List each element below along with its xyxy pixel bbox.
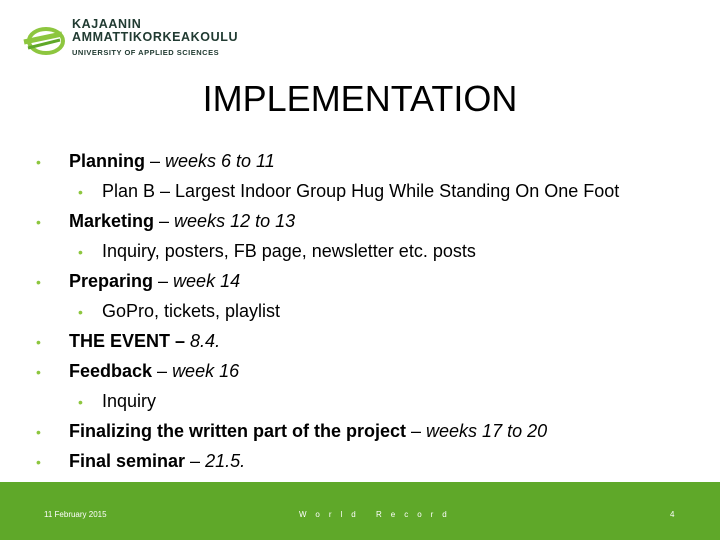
slide-title [0,78,720,120]
bullet-icon: • [36,424,41,440]
logo-line-1: KAJAANIN [72,17,142,31]
item-detail: week 14 [173,271,241,291]
list-item [36,360,239,383]
item-detail: weeks 12 to 13 [174,211,296,231]
item-label: THE EVENT – [69,331,186,351]
logo-line-3: UNIVERSITY OF APPLIED SCIENCES [72,48,220,57]
bullet-icon: • [36,454,41,470]
sub-list-item [78,240,476,263]
sub-item-text: Inquiry [102,391,157,411]
item-label: Marketing [69,211,155,231]
item-detail: weeks 6 to 11 [165,151,275,171]
item-sep: – [406,421,427,441]
item-label: Preparing [69,271,154,291]
bullet-icon: • [78,304,83,320]
item-detail: week 16 [172,361,240,381]
sub-list-item [78,180,619,203]
slide-title-text: IMPLEMENTATION [202,78,518,119]
item-sep: – [154,211,175,231]
footer-date: 11 February 2015 [44,510,107,519]
bullet-icon: • [36,274,41,290]
item-label: Feedback [69,361,153,381]
item-label: Finalizing the written part of the project [69,421,407,441]
sub-item-text: Inquiry, posters, FB page, newsletter etc. posts [102,241,476,261]
list-item [36,270,240,293]
item-label: Planning [69,151,145,171]
list-item [36,150,275,173]
sub-item-text: GoPro, tickets, playlist [102,301,281,321]
item-sep: – [153,271,174,291]
item-detail: weeks 17 to 20 [426,421,548,441]
item-detail: 21.5. [205,451,246,471]
item-sep: – [185,451,206,471]
slide-footer [0,482,720,540]
page-number: 4 [670,510,675,519]
item-sep: – [152,361,173,381]
list-item [36,330,220,353]
footer-title: World Record [299,510,456,519]
kamk-logo [22,17,239,66]
bullet-icon: • [36,334,41,350]
kamk-logo-icon [22,20,66,60]
logo-line-2: AMMATTIKORKEAKOULU [72,30,239,44]
list-item [36,420,547,443]
bullet-icon: • [78,244,83,260]
sub-list-item [78,300,280,323]
bullet-icon: • [78,394,83,410]
sub-item-text: Plan B – Largest Indoor Group Hug While Standing On One Foot [102,181,620,201]
bullet-icon: • [36,364,41,380]
list-item [36,210,295,233]
bullet-icon: • [78,184,83,200]
item-sep: – [145,151,166,171]
list-item [36,450,245,473]
item-detail: 8.4. [190,331,221,351]
sub-list-item [78,390,156,413]
bullet-icon: • [36,154,41,170]
bullet-icon: • [36,214,41,230]
item-label: Final seminar [69,451,186,471]
